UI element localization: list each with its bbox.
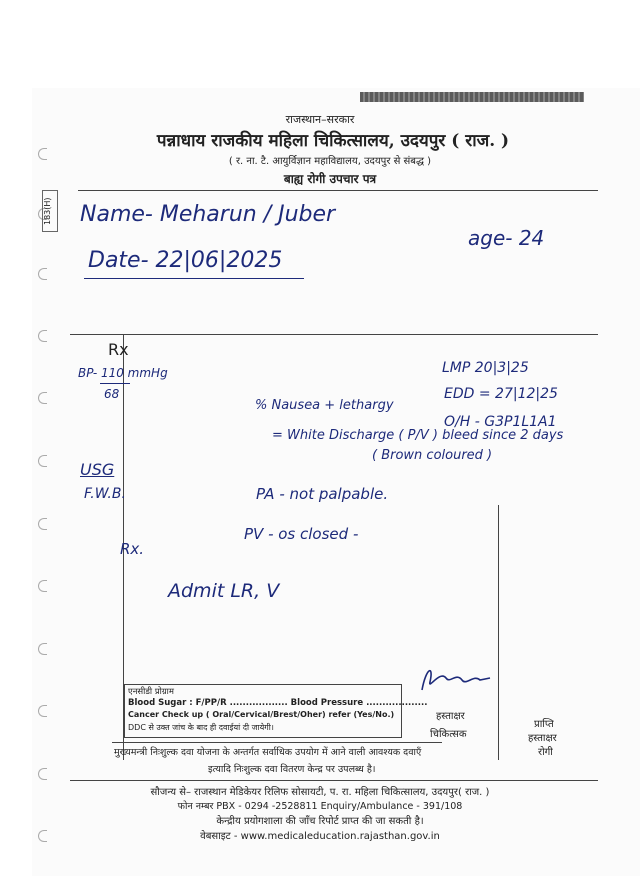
lmp: LMP 20|3|25 bbox=[442, 360, 529, 376]
patient-label: रोगी bbox=[538, 747, 553, 758]
scheme-line-1: मुख्यमन्त्री निःशुल्क दवा योजना के अन्तर्गत सर्वाधिक उपयोग में आने वाली आवश्यक दवाएँ bbox=[114, 747, 422, 758]
usg-label: USG bbox=[80, 460, 115, 479]
patient-age: age- 24 bbox=[468, 226, 545, 250]
visit-date: Date- 22|06|2025 bbox=[88, 248, 283, 273]
pa-finding: PA - not palpable. bbox=[256, 485, 389, 503]
scheme-top-line bbox=[112, 742, 442, 743]
torn-edge bbox=[360, 92, 584, 102]
cancer-checkup-line: Cancer Check up ( Oral/Cervical/Brest/Oher) refer (Yes/No.) bbox=[128, 710, 395, 719]
fwb-label: F.W.B. bbox=[84, 486, 126, 502]
complaint-colour: ( Brown coloured ) bbox=[372, 448, 493, 463]
header-divider bbox=[78, 190, 598, 191]
doctor-signature bbox=[416, 660, 496, 696]
bp-fraction-line bbox=[100, 383, 130, 384]
rx-top-border bbox=[70, 334, 598, 335]
admit-instruction: Admit LR, V bbox=[168, 580, 280, 602]
patient-name: Name- Meharun / Juber bbox=[80, 202, 336, 227]
rx-symbol: Rx bbox=[108, 340, 129, 359]
date-underline bbox=[84, 278, 304, 279]
doctor-label: चिकित्सक bbox=[430, 729, 467, 740]
complaint-discharge: = White Discharge ( P/V ) bleed since 2 days bbox=[272, 428, 564, 443]
affiliation: ( र. ना. टै. आयुर्विज्ञान महाविद्यालय, उदयपुर से संबद्ध ) bbox=[228, 156, 432, 167]
bp-diastolic: 68 bbox=[104, 387, 120, 401]
receiver-signature-label: हस्ताक्षर bbox=[528, 733, 557, 744]
blood-sugar-line: Blood Sugar : F/PP/R .................. Blood Pressure ................... bbox=[128, 698, 428, 708]
govt-label: राजस्थान–सरकार bbox=[285, 113, 355, 126]
rx-plan-symbol: Rx. bbox=[120, 540, 145, 558]
pv-finding: PV - os closed - bbox=[244, 525, 359, 543]
scheme-line-2: इत्यादि निःशुल्क दवा वितरण केन्द्र पर उपलब्ध है। bbox=[208, 764, 376, 775]
hospital-name: पन्नाधाय राजकीय महिला चिकित्सालय, उदयपुर ( राज. ) bbox=[156, 131, 510, 151]
courtesy-line-1: सौजन्य से– राजस्थान मेडिकेयर रिलिफ सोसायटी, प. रा. महिला चिकित्सालय, उदयपुर( राज. ) bbox=[150, 787, 490, 798]
serial-stamp: 183(H) bbox=[42, 190, 58, 232]
obstetric-history: O/H - G3P1L1A1 bbox=[444, 414, 557, 430]
edd: EDD = 27|12|25 bbox=[444, 386, 558, 402]
courtesy-lab-note: केन्द्रीय प्रयोगशाला की जाँच रिपोर्ट प्राप्त की जा सकती है। bbox=[216, 816, 424, 827]
form-title: बाह्य रोगी उपचार पत्र bbox=[283, 172, 377, 186]
complaint-nausea: % Nausea + lethargy bbox=[255, 398, 394, 413]
courtesy-website: वेबसाइट - www.medicaleducation.rajasthan.gov.in bbox=[200, 831, 440, 842]
courtesy-phone: फोन नम्बर PBX - 0294 -2528811 Enquiry/Ambulance - 391/108 bbox=[177, 801, 463, 812]
signature-label: हस्ताक्षर bbox=[436, 711, 465, 722]
ddc-note: DDC से उक्त जांच के बाद ही दवाईयां दी जायेगी। bbox=[128, 723, 274, 732]
rx-right-border bbox=[498, 505, 499, 760]
ncd-title: एनसीडी प्रोग्राम bbox=[128, 687, 174, 697]
bp-reading: BP- 110 mmHg bbox=[78, 366, 168, 380]
courtesy-divider bbox=[70, 780, 598, 781]
received-label: प्राप्ति bbox=[534, 719, 554, 730]
